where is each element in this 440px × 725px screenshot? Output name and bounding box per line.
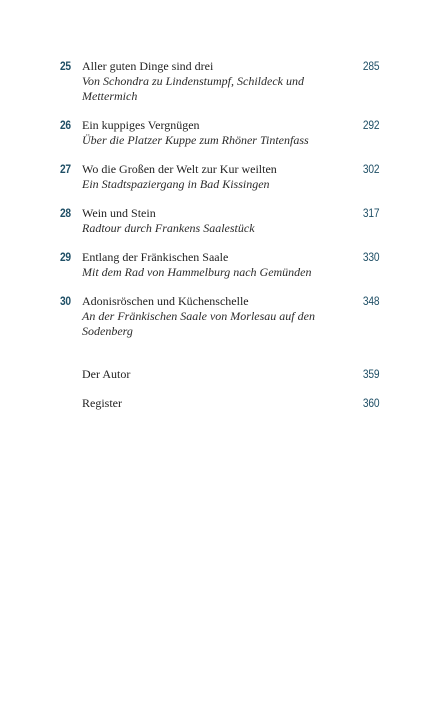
section-title: Register — [82, 396, 122, 410]
page-number: 359 — [362, 367, 379, 381]
chapter-title: Aller guten Dinge sind drei — [82, 59, 214, 73]
page-number: 292 — [362, 118, 379, 132]
chapter-title: Wein und Stein — [82, 206, 156, 220]
page-number: 302 — [362, 162, 379, 176]
chapter-title: Ein kuppiges Vergnügen — [82, 118, 200, 132]
chapter-title: Adonisröschen und Küchenschelle — [82, 294, 249, 308]
chapter-number: 25 — [60, 59, 71, 73]
chapter-number: 29 — [60, 250, 71, 264]
page-number: 317 — [362, 206, 379, 220]
chapter-number: 30 — [60, 294, 71, 308]
page-number: 285 — [362, 59, 379, 73]
page-number: 360 — [362, 396, 379, 410]
chapter-title: Wo die Großen der Welt zur Kur weilten — [82, 162, 277, 176]
chapter-number: 28 — [60, 206, 71, 220]
chapter-title: Entlang der Fränkischen Saale — [82, 250, 229, 264]
chapter-subtitle: Von Schondra zu Lindenstumpf, Schildeck und Mettermich — [82, 74, 304, 103]
chapter-number: 26 — [60, 118, 71, 132]
chapter-subtitle: An der Fränkischen Saale von Morlesau auf den Sodenberg — [82, 309, 315, 338]
chapter-number: 27 — [60, 162, 71, 176]
chapter-subtitle: Radtour durch Frankens Saalestück — [82, 221, 255, 235]
chapter-subtitle: Ein Stadtspaziergang in Bad Kissingen — [82, 177, 270, 191]
page-number: 348 — [362, 294, 379, 308]
chapter-subtitle: Über die Platzer Kuppe zum Rhöner Tintenfass — [82, 133, 309, 147]
page-number: 330 — [362, 250, 379, 264]
section-title: Der Autor — [82, 367, 131, 381]
chapter-subtitle: Mit dem Rad von Hammelburg nach Gemünden — [82, 265, 312, 279]
